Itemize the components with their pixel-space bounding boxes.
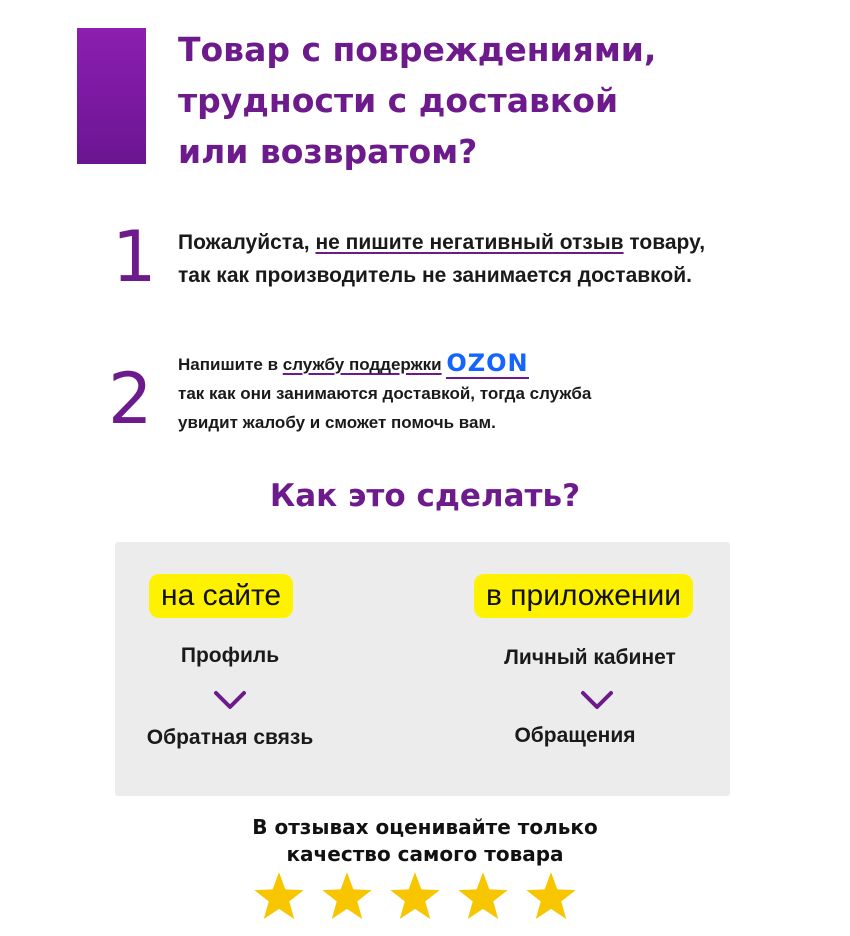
site-label: на сайте — [149, 574, 293, 618]
title-line-3: или возвратом? — [178, 132, 478, 171]
star-icon — [456, 870, 510, 924]
step-2-underlined: службу поддержки — [282, 355, 442, 374]
footer-note — [0, 814, 850, 868]
step-1-text-before: Пожалуйста, — [178, 231, 316, 254]
step-1-text-after: товару, — [623, 231, 706, 254]
star-icon — [388, 870, 442, 924]
howto-heading: Как это сделать? — [269, 478, 581, 514]
step-1-underlined: не пишите негативный отзыв — [315, 231, 624, 254]
app-column — [430, 542, 730, 796]
app-label: в приложении — [474, 574, 693, 618]
step-2-text-before: Напишите в — [178, 355, 283, 374]
star-icon — [320, 870, 374, 924]
chevron-down-icon — [213, 690, 247, 710]
ozon-logo: OZON — [446, 349, 529, 377]
app-step-cabinet: Личный кабинет — [504, 646, 676, 669]
step-number-1: 1 — [112, 216, 157, 298]
title-line-1: Товар с повреждениями, — [178, 30, 657, 69]
accent-bar — [77, 28, 146, 164]
chevron-down-icon — [580, 690, 614, 710]
star-icon — [524, 870, 578, 924]
title-line-2: трудности с доставкой — [178, 81, 619, 120]
footer-line-1: В отзывах оценивайте только — [252, 815, 598, 839]
app-step-requests: Обращения — [514, 724, 636, 747]
step-number-2: 2 — [108, 358, 153, 440]
step-1-text — [178, 226, 798, 292]
step-2-line-2: так как они занимаются доставкой, тогда служба — [178, 384, 592, 403]
footer-line-2: качество самого товара — [286, 842, 564, 866]
site-step-profile: Профиль — [180, 644, 280, 667]
step-2-line-3: увидит жалобу и сможет помочь вам. — [178, 413, 496, 432]
star-icon — [252, 870, 306, 924]
page-title — [178, 24, 818, 177]
instructions-panel — [115, 542, 730, 796]
site-column — [115, 542, 415, 796]
step-1-line-2: так как производитель не занимается доставкой. — [178, 264, 692, 287]
site-step-feedback: Обратная связь — [146, 726, 314, 749]
star-rating — [252, 870, 582, 926]
step-2-text — [178, 350, 698, 437]
